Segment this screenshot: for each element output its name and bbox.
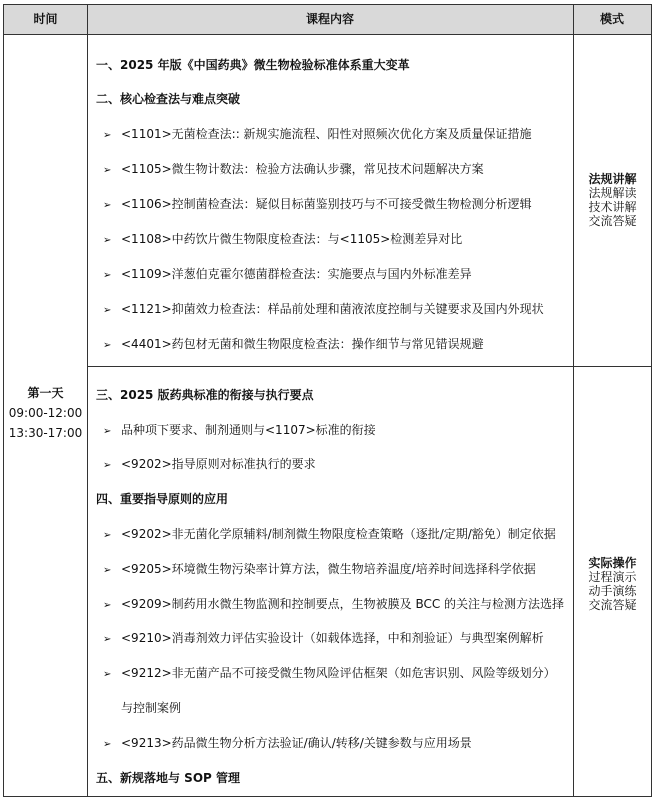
section-heading: 五、新规落地与 SOP 管理 — [96, 771, 240, 785]
header-mode: 模式 — [599, 12, 624, 26]
mode-line: 交流答疑 — [588, 598, 637, 612]
list-item: ➢ <9205>环境微生物污染率计算方法，微生物培养温度/培养时间选择科学依据 — [103, 561, 536, 579]
section-heading: 一、2025 年版《中国药典》微生物检验标准体系重大变革 — [96, 58, 410, 72]
list-item: ➢ <4401>药包材无菌和微生物限度检查法：操作细节与常见错误规避 — [103, 336, 484, 354]
arrow-bullet-icon: ➢ — [103, 460, 112, 471]
mode-line: 技术讲解 — [588, 200, 637, 214]
day-time-am: 09:00-12:00 — [8, 406, 83, 420]
list-item: ➢ <1106>控制菌检查法：疑似目标菌鉴别技巧与不可接受微生物检测分析逻辑 — [103, 196, 532, 214]
arrow-bullet-icon: ➢ — [103, 426, 112, 437]
column-divider — [573, 5, 574, 796]
list-item: ➢ <9210>消毒剂效力评估实验设计（如载体选择，中和剂验证）与典型案例解析 — [103, 630, 544, 648]
list-item: ➢ <1105>微生物计数法：检验方法确认步骤，常见技术问题解决方案 — [103, 161, 484, 179]
section-heading: 二、核心检查法与难点突破 — [96, 92, 241, 106]
arrow-bullet-icon: ➢ — [103, 565, 112, 576]
section-heading: 四、重要指导原则的应用 — [96, 492, 229, 506]
mode-title: 实际操作 — [588, 556, 637, 570]
mode-cell-2 — [574, 556, 651, 612]
arrow-bullet-icon: ➢ — [103, 130, 112, 141]
mode-title: 法规讲解 — [588, 172, 637, 186]
mode-cell-1 — [574, 172, 651, 228]
arrow-bullet-icon: ➢ — [103, 200, 112, 211]
header-content: 课程内容 — [305, 12, 354, 26]
day-time-pm: 13:30-17:00 — [8, 426, 83, 440]
list-item: ➢ <1109>洋葱伯克霍尔德菌群检查法：实施要点与国内外标准差异 — [103, 266, 472, 284]
list-item: ➢ <9202>非无菌化学原辅料/制剂微生物限度检查策略（逐批/定期/豁免）制定依据 — [103, 526, 556, 544]
mode-line: 过程演示 — [588, 570, 637, 584]
table-header-row — [4, 5, 651, 35]
list-item: ➢ <9213>药品微生物分析方法验证/确认/转移/关键参数与应用场景 — [103, 735, 472, 753]
section-heading: 三、2025 版药典标准的衔接与执行要点 — [96, 388, 314, 402]
arrow-bullet-icon: ➢ — [103, 739, 112, 750]
mode-line: 动手演练 — [588, 584, 637, 598]
arrow-bullet-icon: ➢ — [103, 530, 112, 541]
mode-line: 法规解读 — [588, 186, 637, 200]
list-item: ➢ <1108>中药饮片微生物限度检查法：与<1105>检测差异对比 — [103, 231, 462, 249]
header-time: 时间 — [33, 12, 58, 26]
list-item: ➢ <9209>制药用水微生物监测和控制要点，生物被膜及 BCC 的关注与检测方法选择 — [103, 596, 564, 614]
arrow-bullet-icon: ➢ — [103, 600, 112, 611]
list-item: ➢ <9202>指导原则对标准执行的要求 — [103, 456, 316, 474]
list-item: ➢ 品种项下要求、制剂通则与<1107>标准的衔接 — [103, 422, 376, 440]
arrow-bullet-icon: ➢ — [103, 165, 112, 176]
arrow-bullet-icon: ➢ — [103, 305, 112, 316]
day-title: 第一天 — [27, 386, 64, 400]
arrow-bullet-icon: ➢ — [103, 669, 112, 680]
day-cell — [4, 383, 87, 443]
list-item: ➢ <9212>非无菌产品不可接受微生物风险评估框架（如危害识别、风险等级划分） — [103, 665, 556, 683]
arrow-bullet-icon: ➢ — [103, 634, 112, 645]
list-item: ➢ <1101>无菌检查法:: 新规实施流程、阳性对照频次优化方案及质量保证措施 — [103, 126, 532, 144]
arrow-bullet-icon: ➢ — [103, 235, 112, 246]
arrow-bullet-icon: ➢ — [103, 340, 112, 351]
mode-line: 交流答疑 — [588, 214, 637, 228]
row-divider — [87, 366, 651, 367]
list-item-continuation: 与控制案例 — [121, 701, 182, 715]
list-item: ➢ <1121>抑菌效力检查法：样品前处理和菌液浓度控制与关键要求及国内外现状 — [103, 301, 544, 319]
arrow-bullet-icon: ➢ — [103, 270, 112, 281]
column-divider — [87, 5, 88, 796]
